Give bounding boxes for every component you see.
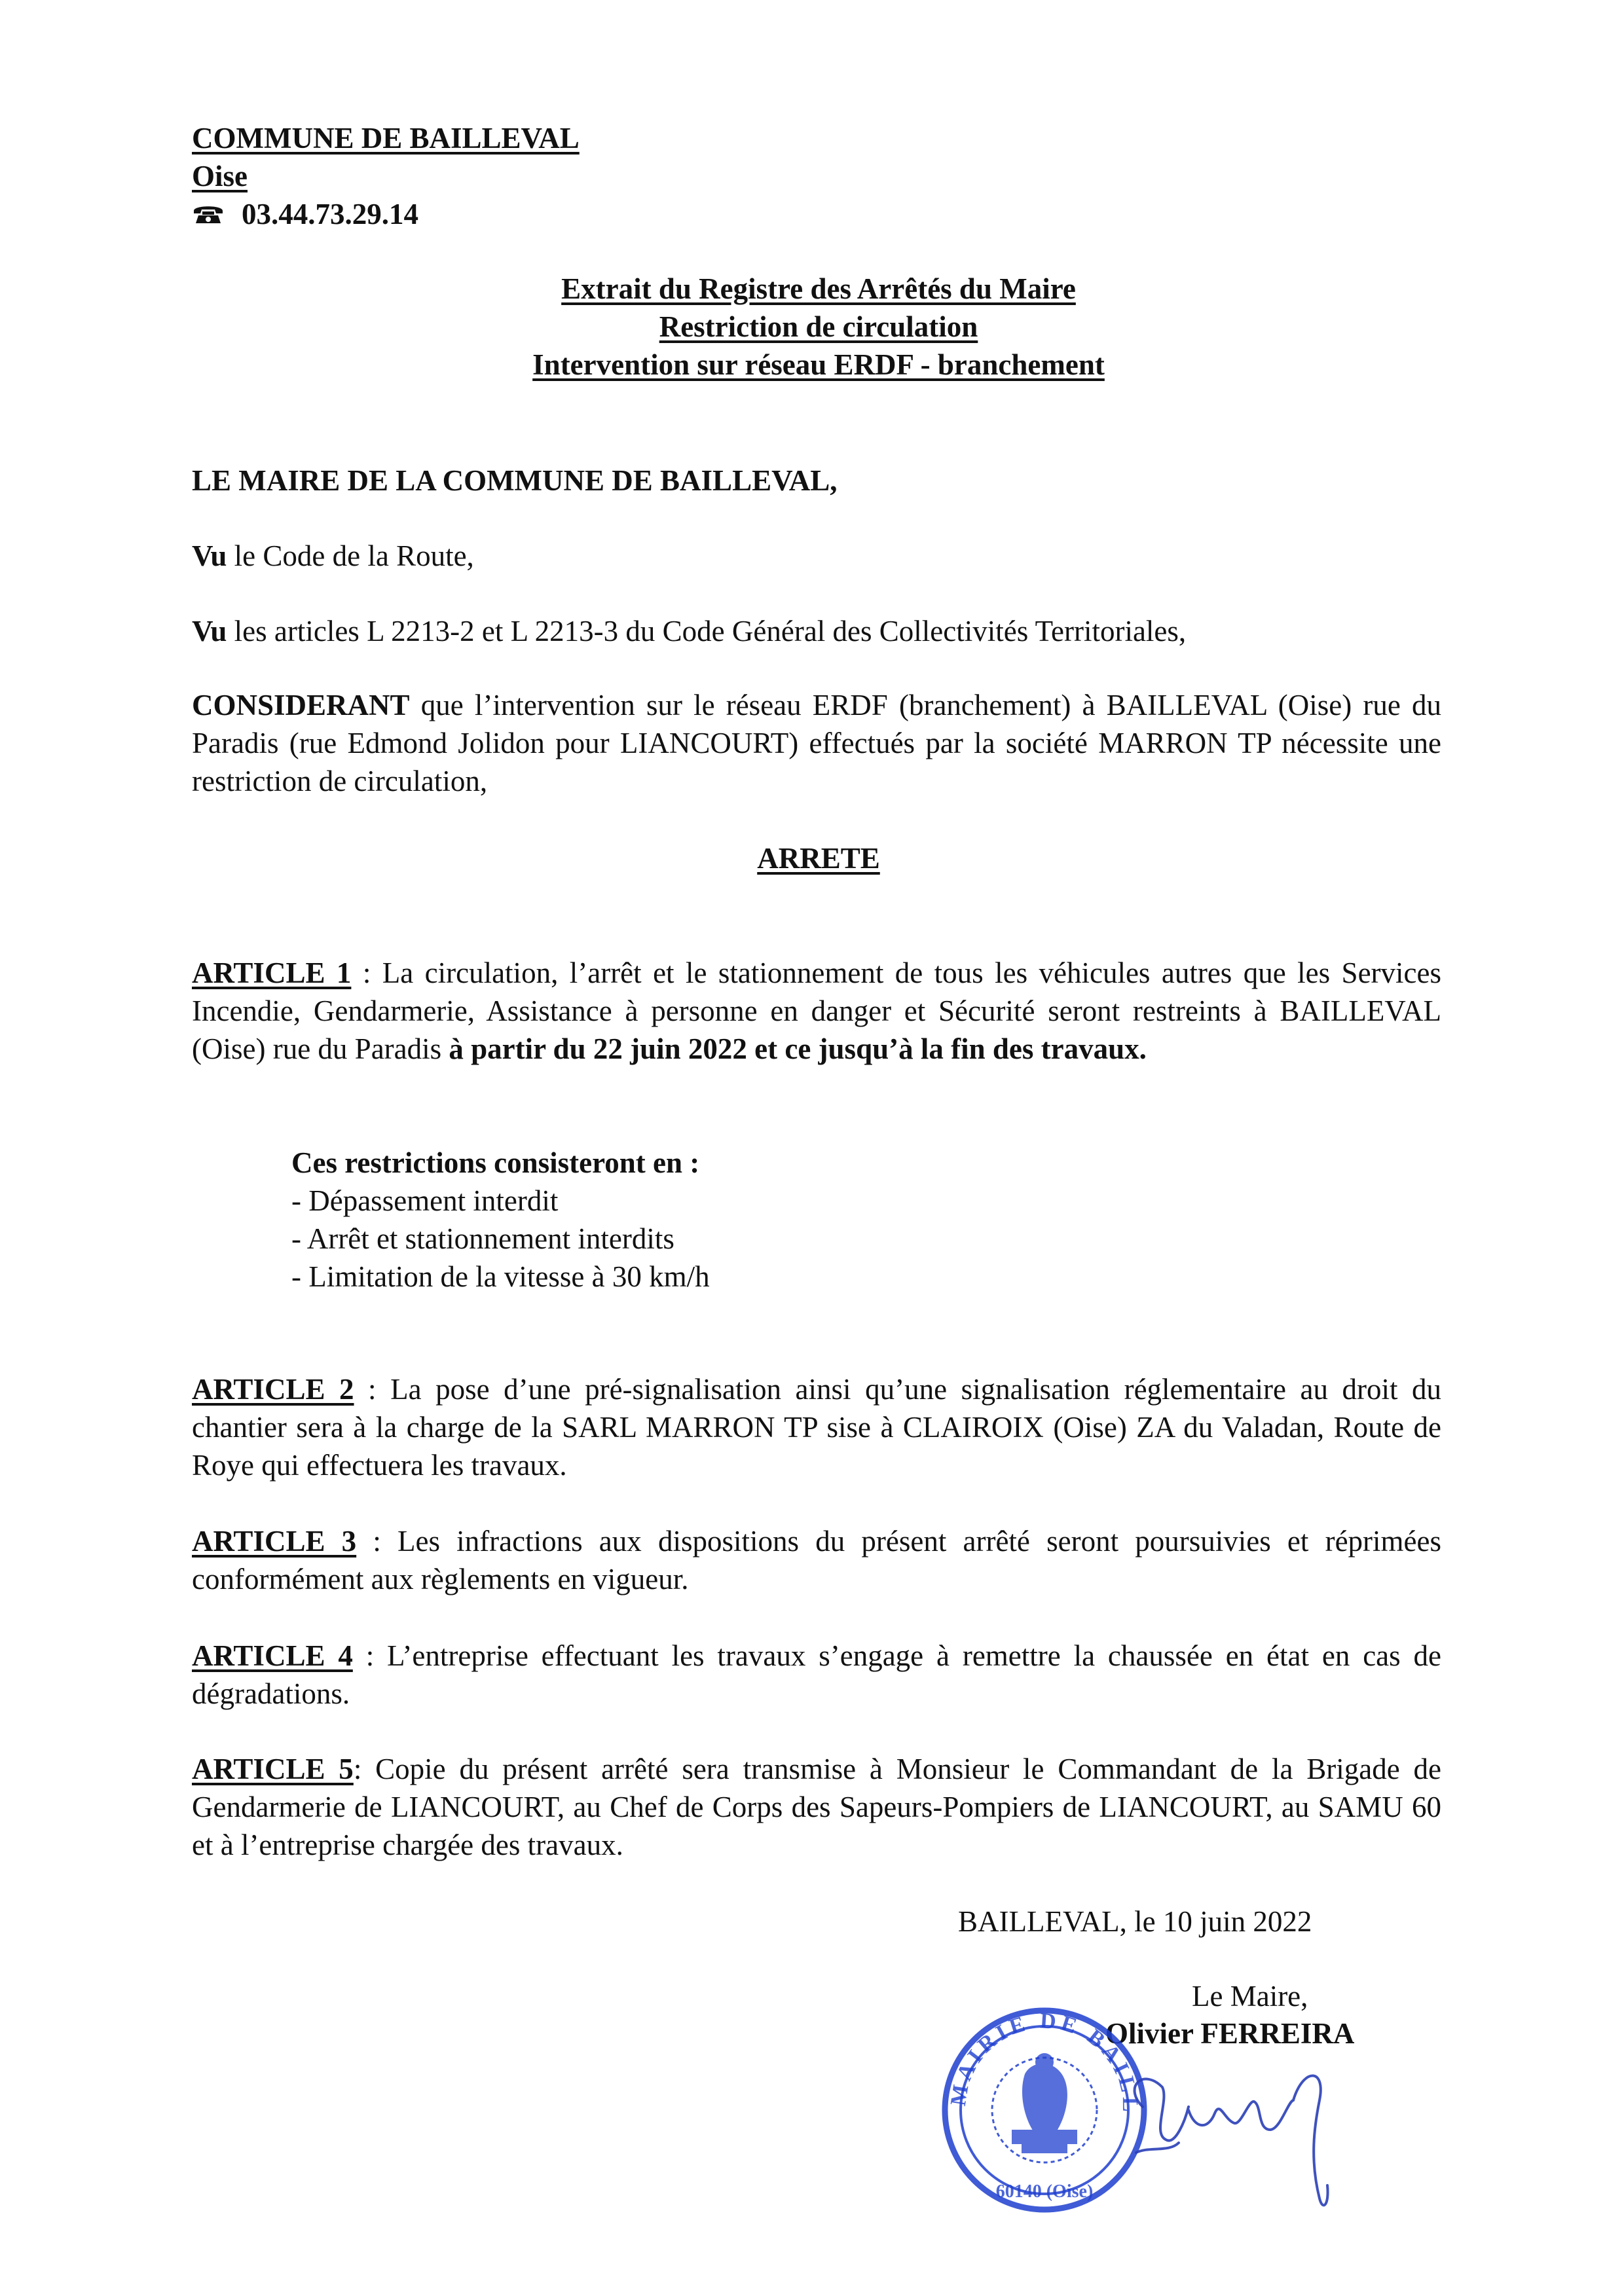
article-2 (192, 1370, 1441, 1484)
arrete-heading: ARRETE (757, 842, 880, 875)
title-line-2: Restriction de circulation (659, 310, 978, 343)
restrictions-heading: Ces restrictions consisteront en : (291, 1146, 700, 1179)
vu-label: Vu (192, 539, 227, 572)
considerant-paragraph (192, 686, 1441, 800)
article-2-text: : La pose d’une pré-signalisation ainsi qu’une signalisation réglementaire au droit du chantier sera à la charge de la SARL MARRON TP sise à CLAIROIX (Oise) ZA du Valadan, Route de Roye qui effectuera les travaux. (192, 1373, 1442, 1482)
vu-label: Vu (192, 615, 227, 647)
considerant-label: CONSIDERANT (192, 689, 410, 721)
vu-articles (192, 612, 1186, 650)
article-1-text: : La circulation, l’arrêt et le stationnement de tous les véhicules autres que les Services Incendie, Gendarmerie, Assistance à personne en danger et Sécurité seront restreints à BAILLEVAL (Oise) rue du Paradis (192, 957, 1442, 1065)
telephone-icon (192, 196, 225, 234)
article-1-period: à partir du 22 juin 2022 et ce jusqu’à la fin des travaux. (449, 1032, 1147, 1065)
article-5-text: : Copie du présent arrêté sera transmise à Monsieur le Commandant de la Brigade de Gendarmerie de LIANCOURT, au Chef de Corps des Sapeurs-Pompiers de LIANCOURT, au SAMU 60 et à l’entreprise chargée des travaux. (192, 1753, 1442, 1861)
list-item: - Limitation de la vitesse à 30 km/h (291, 1260, 710, 1293)
vu-text: les articles L 2213-2 et L 2213-3 du Code Général des Collectivités Territoriales, (227, 615, 1187, 647)
article-1 (192, 954, 1441, 1068)
phone-number: 03.44.73.29.14 (242, 198, 418, 230)
svg-text:MAIRIE DE BAILLEVAL: MAIRIE DE BAILL (946, 2009, 1143, 2116)
signatory-name: Olivier FERREIRA (1105, 2017, 1355, 2050)
signatory-role: Le Maire, (1192, 1980, 1308, 2013)
vu-code-route (192, 537, 474, 575)
document-title (406, 270, 1231, 384)
considerant-text: que l’intervention sur le réseau ERDF (branchement) à BAILLEVAL (Oise) rue du Paradis (rue Edmond Jolidon pour LIANCOURT) effectués par la société MARRON TP nécessite une restriction de circulation, (192, 689, 1441, 797)
vu-text: le Code de la Route, (227, 539, 474, 572)
article-2-label: ARTICLE 2 (192, 1373, 354, 1406)
letterhead (192, 119, 580, 234)
svg-text:60140 (Oise): 60140 (Oise) (995, 2181, 1094, 2202)
list-item: - Arrêt et stationnement interdits (291, 1222, 674, 1255)
article-5 (192, 1750, 1441, 1864)
article-4-label: ARTICLE 4 (192, 1639, 353, 1672)
restrictions-list (291, 1144, 710, 1296)
article-1-label: ARTICLE 1 (192, 957, 352, 989)
commune-name: COMMUNE DE BAILLEVAL (192, 122, 580, 155)
authority-heading: LE MAIRE DE LA COMMUNE DE BAILLEVAL, (192, 464, 838, 497)
article-4 (192, 1637, 1441, 1713)
article-3-label: ARTICLE 3 (192, 1525, 357, 1558)
list-item: - Dépassement interdit (291, 1184, 559, 1217)
official-stamp (927, 1989, 1372, 2225)
article-4-text: : L’entreprise effectuant les travaux s’engage à remettre la chaussée en état en cas de dégradations. (192, 1639, 1441, 1710)
article-3-text: : Les infractions aux dispositions du présent arrêté seront poursuivies et réprimées conformément aux règlements en vigueur. (192, 1525, 1441, 1595)
phone-line (192, 195, 580, 234)
stamp-and-signature (927, 1989, 1372, 2225)
place-date: BAILLEVAL, le 10 juin 2022 (958, 1905, 1312, 1938)
department-name: Oise (192, 160, 248, 192)
article-5-label: ARTICLE 5 (192, 1753, 354, 1785)
article-3 (192, 1522, 1441, 1598)
title-line-3: Intervention sur réseau ERDF - branchement (532, 348, 1105, 381)
title-line-1: Extrait du Registre des Arrêtés du Maire (561, 272, 1076, 305)
